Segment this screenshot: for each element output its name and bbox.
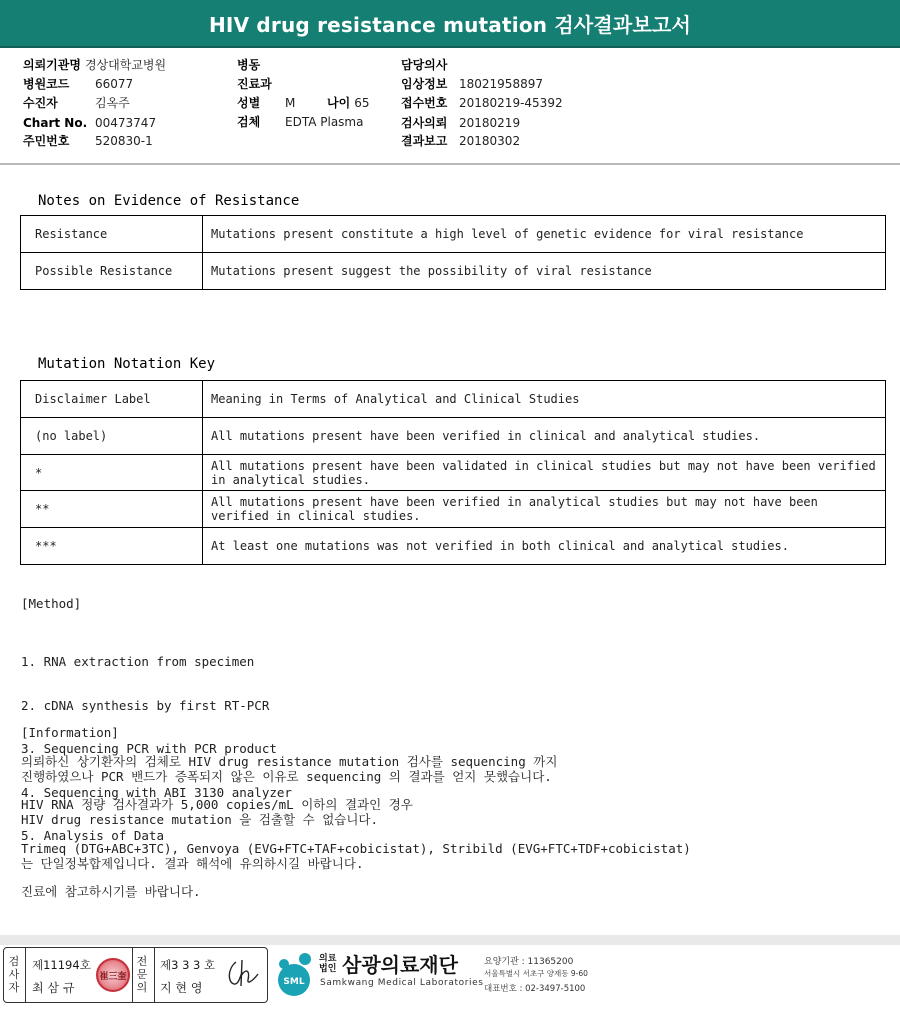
receipt-no-field: 접수번호 20180219-45392 [401, 96, 563, 110]
key-label-cell: *** [21, 528, 203, 565]
notes-section-title: Notes on Evidence of Resistance [38, 193, 300, 209]
request-date-field: 검사의뢰 20180219 [401, 116, 521, 130]
notes-term-cell: Resistance [21, 216, 203, 253]
department-field: 진료과 [237, 77, 272, 91]
table-row [21, 455, 886, 491]
key-meaning-cell: All mutations present have been verified in clinical and analytical studies. [203, 418, 886, 455]
examiner-license-no: 제11194호 [32, 958, 91, 972]
key-label-cell: ** [21, 491, 203, 528]
patient-info-panel [0, 49, 900, 165]
key-meaning-cell: At least one mutations was not verified in both clinical and analytical studies. [203, 528, 886, 565]
org-name-en: Samkwang Medical Laboratories [320, 978, 484, 988]
specialist-license-no: 제3 3 3 호 [160, 958, 216, 972]
age-field: 나이 65 [327, 96, 370, 110]
seal-text: 崔三奎 [99, 972, 127, 982]
list-item: 1. RNA extraction from specimen [21, 654, 255, 669]
key-label-header: Disclaimer Label [21, 381, 203, 418]
examiner-label: 검 사 자 [8, 955, 20, 994]
key-meaning-cell: All mutations present have been verified in analytical studies but may not have been verified in clinical studies. [203, 491, 886, 528]
signature-scribble [224, 956, 262, 992]
method-header: [Method] [21, 596, 82, 611]
specialist-label: 전 문 의 [136, 955, 148, 994]
information-paragraph: HIV RNA 정량 검사결과가 5,000 copies/mL 이하의 결과인 경우 HIV drug resistance mutation 을 검출할 수 없습니다. [21, 797, 413, 827]
footer-divider [0, 935, 900, 945]
org-phone: 대표번호 : 02-3497-5100 [484, 984, 586, 994]
key-label-cell: * [21, 455, 203, 491]
list-item: 5. Analysis of Data [21, 828, 164, 843]
ward-field: 병동 [237, 58, 261, 72]
information-paragraph: 의뢰하신 상기환자의 검체로 HIV drug resistance mutation 검사를 sequencing 까지 진행하였으나 PCR 밴드가 증폭되지 않은 이유로 sequencing 의 결과를 얻지 못했습니다. [21, 754, 558, 784]
information-paragraph: 진료에 참고하시기를 바랍니다. [21, 884, 201, 899]
table-row [21, 491, 886, 528]
report-date-field: 결과보고 20180302 [401, 134, 521, 148]
specialist-name: 지 현 영 [160, 981, 203, 995]
list-item: 2. cDNA synthesis by first RT-PCR [21, 697, 270, 713]
table-row [21, 381, 886, 418]
key-label-cell: (no label) [21, 418, 203, 455]
list-item: 3. Sequencing PCR with PCR product [21, 741, 277, 756]
hospital-code-field: 병원코드 66077 [23, 77, 134, 91]
divider [154, 948, 155, 1002]
signature-box [3, 947, 268, 1003]
clinical-info-field: 임상정보 18021958897 [401, 77, 543, 91]
table-row [21, 253, 886, 290]
information-header: [Information] [21, 725, 119, 740]
org-badge: 의료 법인 [319, 954, 337, 974]
notes-desc-cell: Mutations present constitute a high level of genetic evidence for viral resistance [203, 216, 886, 253]
specimen-field: 검체 EDTA Plasma [237, 115, 364, 129]
notation-key-table [20, 380, 886, 565]
examiner-name: 최 삼 규 [32, 981, 75, 995]
report-banner [0, 0, 900, 48]
examiner-seal [96, 958, 130, 992]
sml-logo-icon [272, 950, 316, 998]
table-row [21, 528, 886, 565]
list-item: 4. Sequencing with ABI 3130 analyzer [21, 784, 292, 800]
org-name: 삼광의료재단 [342, 953, 458, 977]
notes-table [20, 215, 886, 290]
information-paragraph: Trimeq (DTG+ABC+3TC), Genvoya (EVG+FTC+TAF+cobicistat), Stribild (EVG+FTC+TDF+cobicistat) 는 단일정복합제입니다. 결과 해석에 유의하시길 바랍니다. [21, 841, 691, 871]
org-address: 서울특별시 서초구 양재동 9-60 [484, 969, 588, 978]
key-section-title: Mutation Notation Key [38, 356, 216, 372]
notes-term-cell: Possible Resistance [21, 253, 203, 290]
physician-field: 담당의사 [401, 58, 448, 72]
notes-desc-cell: Mutations present suggest the possibility of viral resistance [203, 253, 886, 290]
key-meaning-cell: All mutations present have been validated in clinical studies but may not have been verified in analytical studies. [203, 455, 886, 491]
sex-field: 성별 M [237, 96, 296, 110]
chart-no-field: Chart No. 00473747 [23, 116, 157, 130]
divider [25, 948, 26, 1002]
divider [132, 948, 133, 1002]
requesting-institution-field: 의뢰기관명 경상대학교병원 [23, 58, 167, 72]
org-code: 요양기관 : 11365200 [484, 957, 574, 967]
key-meaning-header: Meaning in Terms of Analytical and Clinical Studies [203, 381, 886, 418]
resident-no-field: 주민번호 520830-1 [23, 134, 153, 148]
table-row [21, 216, 886, 253]
report-title: HIV drug resistance mutation 검사결과보고서 [208, 12, 692, 37]
logo-text: SML [283, 977, 305, 987]
table-row [21, 418, 886, 455]
patient-name-field: 수진자 김옥주 [23, 96, 130, 110]
